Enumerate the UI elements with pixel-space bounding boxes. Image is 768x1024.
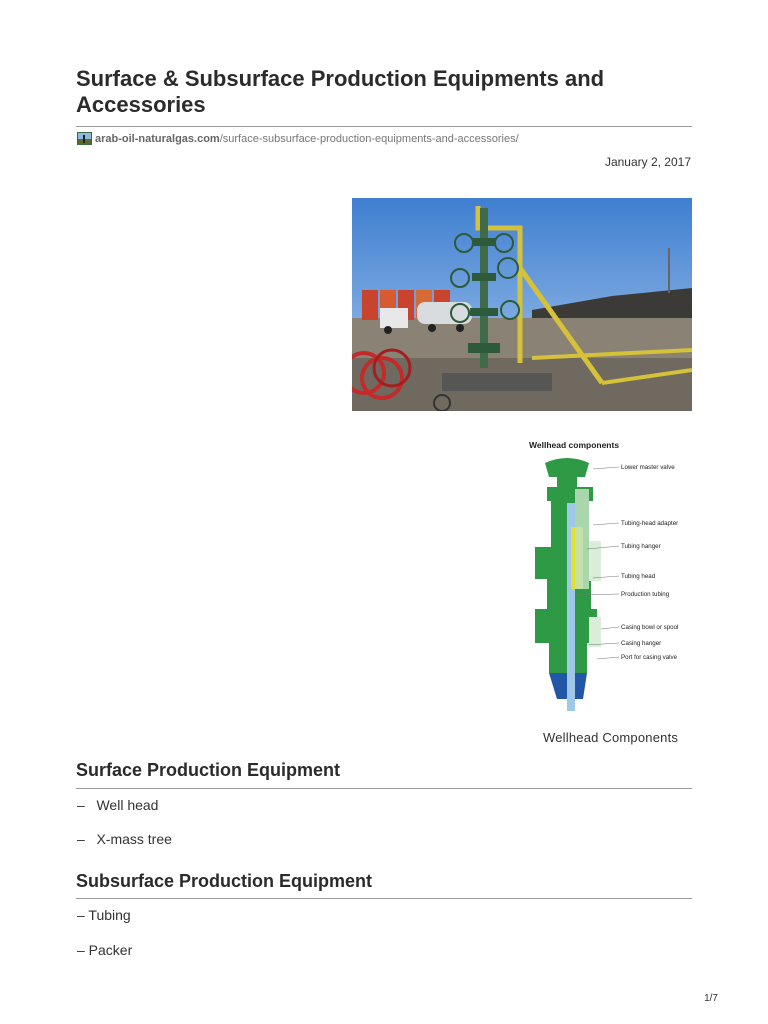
list-item-tubing: – Tubing <box>77 907 131 923</box>
publish-date: January 2, 2017 <box>604 155 691 169</box>
list-item-packer: – Packer <box>77 942 133 958</box>
title-divider <box>76 126 692 127</box>
page-title: Surface & Subsurface Production Equipments and Accessories <box>76 66 605 117</box>
section-heading-subsurface: Subsurface Production Equipment <box>76 871 373 891</box>
label-tubing-hanger: Tubing hanger <box>621 543 661 550</box>
section-divider <box>76 788 692 789</box>
figure-caption: Wellhead Components <box>543 730 679 745</box>
list-item-well-head: – Well head <box>77 797 159 813</box>
wellhead-photo <box>352 198 692 411</box>
section-divider <box>76 898 692 899</box>
label-casing-hanger: Casing hanger <box>621 640 662 647</box>
label-tubing-head-adapter: Tubing-head adapter <box>621 520 679 527</box>
section-heading-surface: Surface Production Equipment <box>76 760 341 780</box>
site-favicon-icon <box>77 132 92 145</box>
source-path[interactable]: /surface-subsurface-production-equipments-and-accessories/ <box>219 132 519 145</box>
wellhead-components-diagram <box>527 437 692 715</box>
label-production-tubing: Production tubing <box>621 591 670 598</box>
page-number: 1/7 <box>704 993 718 1004</box>
label-lower-master-valve: Lower master valve <box>621 464 675 471</box>
label-port-for-casing-valve: Port for casing valve <box>621 654 678 661</box>
list-item-xmas-tree: – X-mass tree <box>77 831 172 847</box>
label-tubing-head: Tubing head <box>621 573 656 580</box>
diagram-title: Wellhead components <box>529 440 620 450</box>
source-link[interactable] <box>77 132 519 145</box>
label-casing-bowl-or-spool: Casing bowl or spool <box>621 624 679 631</box>
source-domain[interactable]: arab-oil-naturalgas.com <box>95 132 220 145</box>
